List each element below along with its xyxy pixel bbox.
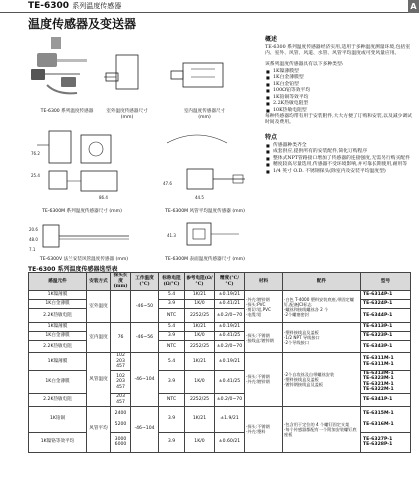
cell-length: 2400 5200 — [111, 406, 131, 432]
type-list — [265, 69, 413, 115]
cell-acc: ±0.19/21 — [215, 323, 245, 332]
list-item: ■ 精度较高尽量选用,传感器不受环境影响,并可靠长期使用,耐用等 — [265, 162, 413, 169]
cell-res: 3.9 — [159, 300, 185, 309]
cell-ref: 2252/25 — [185, 393, 215, 406]
cell-material: ·外壳:镀锌钢 ·探头:PVC ·剪切:铝,PVC ·电缆:铝 — [245, 291, 283, 323]
cell-length: 3000 6000 — [111, 432, 131, 452]
cell-acc: ±0.41/25 — [215, 371, 245, 394]
cell-acc: ±0.2/0~70 — [215, 341, 245, 353]
caption-immersion: TE-6300M 系列温度传感器尺寸 (mm) — [42, 209, 122, 214]
list-item: ■ 传感器种类齐全 — [265, 143, 413, 150]
cell-ref: 1K/21 — [185, 406, 215, 432]
caption-indoor: 室内温度传感器尺寸 (mm) — [183, 109, 226, 120]
caption-product: TE-6300 系列温度传感器 — [40, 109, 94, 114]
cell-acc: ±0.19/21 — [215, 353, 245, 371]
cell-model: TE-6327P-1 TE-6328P-1 — [361, 432, 411, 452]
cell-acc: ±0.19/21 — [215, 291, 245, 300]
dim-label: 86.4 — [99, 195, 108, 200]
col-header: 感温元件 — [29, 273, 87, 291]
outdoor-sensor-drawing — [102, 51, 147, 96]
cell-element: 1K镍薄膜 — [29, 291, 87, 300]
features-heading: 特点 — [265, 133, 278, 141]
cell-res: 3.9 — [159, 371, 185, 394]
dim-label: 47.6 — [163, 181, 172, 186]
cell-element: 1K铂铜 — [29, 406, 87, 432]
list-item: ■ 2.2K热敏电阻型 — [265, 101, 413, 108]
cell-ref: 1K/21 — [185, 323, 215, 332]
overview-tail: 每种传感器均带有用于安装附件,大大方便了订购和安装,以及减少调试时间及费用。 — [265, 114, 412, 126]
cell-temp: -46~56 — [131, 323, 159, 353]
cell-element: 1K镍薄膜 — [29, 353, 87, 371]
cell-element: 1K白金薄膜 — [29, 300, 87, 309]
cell-element: 1K镍铬等效平均 — [29, 432, 87, 452]
cell-model: TE-6314P-1 — [361, 291, 411, 300]
selection-table — [28, 272, 411, 453]
caption-strap: TE-6300V 法兰安装风管温度传感器 (mm) — [39, 257, 129, 262]
cell-element: 1K镍薄膜 — [29, 323, 87, 332]
indoor-sensor-drawing — [167, 57, 232, 102]
cell-mount: 风管平均 — [87, 406, 111, 452]
cell-acc: ±1.9/21 — [215, 406, 245, 432]
overview-heading: 概述 — [265, 36, 278, 43]
list-item: ■ 10K热敏电阻型 — [265, 108, 413, 115]
cell-ref: 1K/0 — [185, 300, 215, 309]
table-row — [29, 353, 411, 371]
cell-ref: 2252/25 — [185, 341, 215, 353]
cell-ref: 1K/21 — [185, 291, 215, 300]
cell-notes: ·2个自攻丝及自带螺丝安装 ·塑料接线盒及盖板 ·镀锌钢接线盒及盖板 — [283, 353, 361, 407]
table-row — [29, 406, 411, 432]
dim-label: 20.6 — [29, 227, 38, 232]
cell-res: 3.9 — [159, 406, 185, 432]
list-item: ■ 1K白金铂型 — [265, 82, 413, 89]
overview-lead: 该系列温度传感器具有以下多种类型: — [265, 62, 344, 68]
cell-res: 5.4 — [159, 323, 185, 332]
cell-acc: ±0.2/0~70 — [215, 309, 245, 323]
col-header: 参考电阻(Ω/°C) — [185, 273, 215, 291]
cell-notes: ·包含用于定位的 4 个螺钉固定支架 ·每个传感器都配有一个附加安装螺钉底座板 — [283, 406, 361, 452]
cell-element: 2.2K热敏电阻 — [29, 309, 87, 323]
cell-res: NTC — [159, 309, 185, 323]
cell-model: TE-6313P-1 — [361, 323, 411, 332]
feature-list — [265, 143, 413, 176]
cell-res: NTC — [159, 393, 185, 406]
series-title: TE-6300 系列温度传感器 — [28, 1, 122, 11]
cell-notes: ·塑料接线盒及盖板 ·1/2 NPT 导线接口 ·2个导线接口 — [283, 323, 361, 353]
cell-res: NTC — [159, 341, 185, 353]
dim-label: 48.0 — [29, 237, 38, 242]
cell-acc: ±0.2/0~70 — [215, 393, 245, 406]
dim-label: 44.5 — [195, 195, 204, 200]
list-item: ■ 100Ω铂等效平均 — [265, 88, 413, 95]
immersion-sensor-drawing — [29, 125, 129, 205]
table-header-row — [29, 273, 411, 291]
list-item: ■ 整体式NPT管路接口增加了传感器的连接强度,无需另行购买配件 — [265, 156, 413, 163]
page-tab: A — [408, 0, 419, 13]
cell-res: 5.4 — [159, 291, 185, 300]
cell-material: ·探头:不锈钢 ·外壳:镀锌钢 — [245, 353, 283, 407]
duct-averaging-drawing — [157, 125, 252, 205]
list-item: ■ 1/4 英寸 O.D. 不锈钢探头(除室内及安装平均温度型) — [265, 169, 413, 176]
main-title: 温度传感器及变送器 — [28, 17, 137, 31]
list-item: ■ 成套供应,提供所有的安装配件,简化订购程序 — [265, 149, 413, 156]
dim-label: 41.3 — [167, 233, 176, 238]
cell-length: 203 457 — [111, 393, 131, 406]
overview-body: TE-6300 系列温度传感器经济实用,适用于多种温度测量环境,包括室内、室外、风管、风道、水管、风管平均温度或可变风量应用。 — [265, 45, 411, 57]
cell-ref: 1K/0 — [185, 432, 215, 452]
col-header: 工作温度(°C) — [131, 273, 159, 291]
cell-temp: -46~104 — [131, 406, 159, 452]
header-rule — [0, 12, 410, 13]
col-header: 配件 — [283, 273, 361, 291]
cell-model: TE-6323P-1 — [361, 332, 411, 341]
figure-area — [27, 33, 257, 263]
cell-res: 5.4 — [159, 353, 185, 371]
cell-length: 76 — [111, 323, 131, 353]
cell-material: ·探头:不锈钢 ·接线盒:镀锌钢 — [245, 323, 283, 353]
col-header: 材料 — [245, 273, 283, 291]
list-item: ■ 1K白金薄膜型 — [265, 75, 413, 82]
col-header: 安装方式 — [87, 273, 111, 291]
caption-outdoor: 室外温度传感器尺寸 (mm) — [106, 109, 148, 120]
table-title: TE-6300 系列温度传感器选型表 — [28, 266, 118, 273]
cell-res: 3.9 — [159, 332, 185, 341]
cell-notes: ·白色 T-4000 塑料安装底座,带固定螺钉,配备JCI标志 ·螺丝和接线螺丝各 2 个 ·2个螺塞密封 — [283, 291, 361, 323]
col-header: 标称电阻(Ω/°C) — [159, 273, 185, 291]
cell-element: 1K白金薄膜 — [29, 371, 87, 394]
cell-model: TE-6344P-1 — [361, 309, 411, 323]
cell-acc: ±0.41/21 — [215, 300, 245, 309]
col-header: 型号 — [361, 273, 411, 291]
cell-model: TE-6341P-1 — [361, 393, 411, 406]
surface-sensor-drawing — [157, 217, 252, 257]
cell-ref: 1K/0 — [185, 371, 215, 394]
dim-label: 25.4 — [31, 173, 40, 178]
cell-temp: -46~50 — [131, 291, 159, 323]
cell-model: TE-6315M-1 TE-6316M-1 — [361, 406, 411, 432]
cell-mount: 室外温度 — [87, 291, 111, 323]
cell-mount: 风管温度 — [87, 353, 111, 407]
cell-acc: ±0.60/21 — [215, 432, 245, 452]
cell-element: 2.2K热敏电阻 — [29, 341, 87, 353]
description-column — [265, 34, 413, 175]
cell-temp: -46~104 — [131, 353, 159, 407]
cell-ref: 1K/0 — [185, 332, 215, 341]
list-item: ■ 1K镍薄膜型 — [265, 69, 413, 76]
cell-mount: 室内温度 — [87, 323, 111, 353]
cell-model: TE-6311M-1 TE-6311M-1 — [361, 353, 411, 371]
cell-ref: 2252/25 — [185, 309, 215, 323]
table-row — [29, 323, 411, 332]
caption-surface: TE-6300M 表面温度传感器尺寸 (mm) — [165, 257, 245, 262]
dim-label: 7.1 — [29, 247, 36, 252]
caption-duct: TE-6300M 风管平均温度传感器 (mm) — [165, 209, 245, 214]
cell-acc: ±0.41/25 — [215, 332, 245, 341]
list-item: ■ 1K铂铜等效平均 — [265, 95, 413, 102]
flange-sensor-drawing — [29, 217, 139, 257]
dim-label: 76.2 — [31, 151, 40, 156]
cell-model: TE-6343P-1 — [361, 341, 411, 353]
cell-element: 1K白金薄膜 — [29, 332, 87, 341]
cell-ref: 1K/21 — [185, 353, 215, 371]
cell-element: 2.2K热敏电阻 — [29, 393, 87, 406]
cell-length: 102 203 457 — [111, 371, 131, 394]
product-photo — [27, 33, 95, 103]
cell-material: ·探头:不锈钢 ·外壳:塑料 — [245, 406, 283, 452]
cell-model: TE-6313M-1 TE-6323M-1 TE-6321M-1 TE-6322M-1 — [361, 371, 411, 394]
table-row — [29, 291, 411, 300]
cell-res: 3.9 — [159, 432, 185, 452]
cell-length: 102 203 457 — [111, 353, 131, 371]
col-header: 探头长度(mm) — [111, 273, 131, 291]
col-header: 精度(°C/°C) — [215, 273, 245, 291]
cell-model: TE-6324P-1 — [361, 300, 411, 309]
cell-length — [111, 291, 131, 323]
